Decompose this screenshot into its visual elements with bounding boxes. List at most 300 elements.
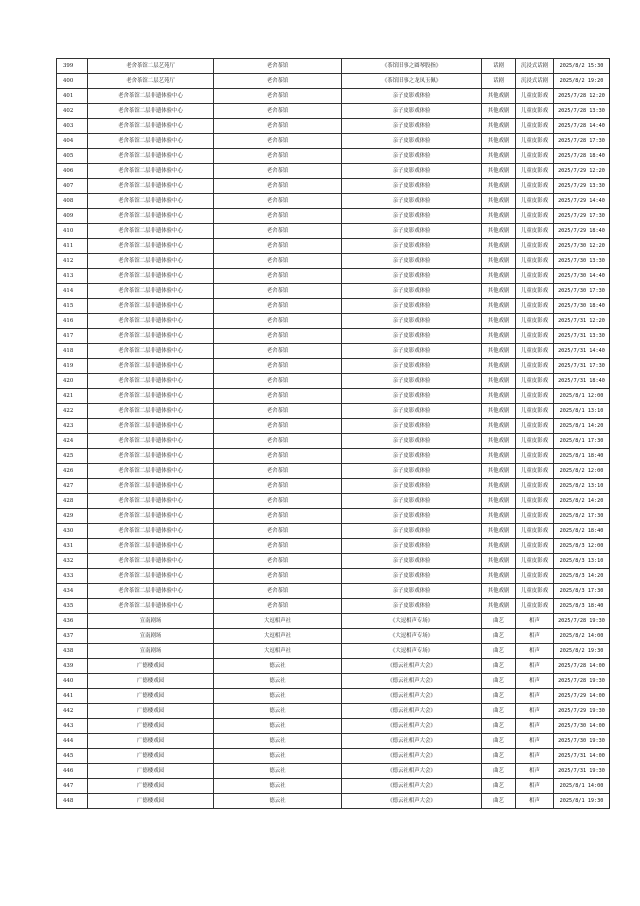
- venue-cell: 老舍茶馆二层非遗体验中心: [88, 254, 214, 269]
- showtime-cell: 2025/8/1 14:20: [554, 419, 610, 434]
- genre-cell: 儿童皮影戏: [516, 419, 554, 434]
- genre-cell: 儿童皮影戏: [516, 599, 554, 614]
- table-row: [57, 479, 610, 494]
- genre-cell: 儿童皮影戏: [516, 449, 554, 464]
- organizer-cell: 德云社: [214, 689, 342, 704]
- organizer-cell: 德云社: [214, 794, 342, 809]
- program-cell: 亲子皮影戏体验: [342, 569, 482, 584]
- venue-cell: 老舍茶馆二层艺苑厅: [88, 74, 214, 89]
- venue-cell: 老舍茶馆二层非遗体验中心: [88, 194, 214, 209]
- row-number: 437: [57, 629, 88, 644]
- row-number: 433: [57, 569, 88, 584]
- category-cell: 其他戏剧: [482, 494, 516, 509]
- table-row: [57, 704, 610, 719]
- program-cell: 亲子皮影戏体验: [342, 269, 482, 284]
- program-cell: 亲子皮影戏体验: [342, 524, 482, 539]
- genre-cell: 儿童皮影戏: [516, 119, 554, 134]
- organizer-cell: 老舍茶馆: [214, 479, 342, 494]
- genre-cell: 儿童皮影戏: [516, 569, 554, 584]
- genre-cell: 相声: [516, 674, 554, 689]
- showtime-cell: 2025/7/29 14:00: [554, 689, 610, 704]
- genre-cell: 相声: [516, 779, 554, 794]
- category-cell: 曲艺: [482, 674, 516, 689]
- showtime-cell: 2025/7/28 19:30: [554, 674, 610, 689]
- genre-cell: 儿童皮影戏: [516, 374, 554, 389]
- venue-cell: 老舍茶馆二层非遗体验中心: [88, 119, 214, 134]
- organizer-cell: 老舍茶馆: [214, 389, 342, 404]
- row-number: 400: [57, 74, 88, 89]
- genre-cell: 相声: [516, 794, 554, 809]
- venue-cell: 老舍茶馆二层非遗体验中心: [88, 359, 214, 374]
- program-cell: 《德云社相声大会》: [342, 764, 482, 779]
- genre-cell: 儿童皮影戏: [516, 554, 554, 569]
- row-number: 431: [57, 539, 88, 554]
- venue-cell: 广德楼戏园: [88, 749, 214, 764]
- program-cell: 《德云社相声大会》: [342, 704, 482, 719]
- program-cell: 亲子皮影戏体验: [342, 329, 482, 344]
- organizer-cell: 老舍茶馆: [214, 134, 342, 149]
- program-cell: 《德云社相声大会》: [342, 794, 482, 809]
- venue-cell: 老舍茶馆二层非遗体验中心: [88, 164, 214, 179]
- venue-cell: 老舍茶馆二层非遗体验中心: [88, 299, 214, 314]
- row-number: 413: [57, 269, 88, 284]
- table-row: [57, 749, 610, 764]
- table-row: [57, 434, 610, 449]
- category-cell: 其他戏剧: [482, 449, 516, 464]
- table-row: [57, 284, 610, 299]
- venue-cell: 老舍茶馆二层非遗体验中心: [88, 89, 214, 104]
- organizer-cell: 老舍茶馆: [214, 104, 342, 119]
- organizer-cell: 老舍茶馆: [214, 569, 342, 584]
- genre-cell: 儿童皮影戏: [516, 209, 554, 224]
- table-row: [57, 134, 610, 149]
- genre-cell: 儿童皮影戏: [516, 434, 554, 449]
- table-row: [57, 359, 610, 374]
- genre-cell: 相声: [516, 719, 554, 734]
- row-number: 415: [57, 299, 88, 314]
- organizer-cell: 老舍茶馆: [214, 119, 342, 134]
- genre-cell: 儿童皮影戏: [516, 254, 554, 269]
- showtime-cell: 2025/8/2 19:20: [554, 74, 610, 89]
- table-row: [57, 119, 610, 134]
- genre-cell: 相声: [516, 629, 554, 644]
- showtime-cell: 2025/7/31 14:40: [554, 344, 610, 359]
- row-number: 414: [57, 284, 88, 299]
- organizer-cell: 老舍茶馆: [214, 59, 342, 74]
- organizer-cell: 老舍茶馆: [214, 74, 342, 89]
- program-cell: 亲子皮影戏体验: [342, 389, 482, 404]
- category-cell: 其他戏剧: [482, 344, 516, 359]
- category-cell: 曲艺: [482, 719, 516, 734]
- organizer-cell: 老舍茶馆: [214, 404, 342, 419]
- genre-cell: 沉浸式话剧: [516, 59, 554, 74]
- venue-cell: 老舍茶馆二层非遗体验中心: [88, 224, 214, 239]
- organizer-cell: 老舍茶馆: [214, 284, 342, 299]
- organizer-cell: 老舍茶馆: [214, 164, 342, 179]
- program-cell: 亲子皮影戏体验: [342, 479, 482, 494]
- program-cell: 亲子皮影戏体验: [342, 404, 482, 419]
- genre-cell: 相声: [516, 659, 554, 674]
- venue-cell: 广德楼戏园: [88, 704, 214, 719]
- table-row: [57, 269, 610, 284]
- row-number: 401: [57, 89, 88, 104]
- row-number: 441: [57, 689, 88, 704]
- table-row: [57, 374, 610, 389]
- category-cell: 其他戏剧: [482, 314, 516, 329]
- category-cell: 其他戏剧: [482, 269, 516, 284]
- organizer-cell: 老舍茶馆: [214, 449, 342, 464]
- category-cell: 其他戏剧: [482, 539, 516, 554]
- row-number: 436: [57, 614, 88, 629]
- venue-cell: 老舍茶馆二层非遗体验中心: [88, 284, 214, 299]
- program-cell: 亲子皮影戏体验: [342, 584, 482, 599]
- program-cell: 亲子皮影戏体验: [342, 509, 482, 524]
- showtime-cell: 2025/7/31 19:30: [554, 764, 610, 779]
- program-cell: 亲子皮影戏体验: [342, 494, 482, 509]
- category-cell: 其他戏剧: [482, 164, 516, 179]
- venue-cell: 老舍茶馆二层艺苑厅: [88, 59, 214, 74]
- table-row: [57, 659, 610, 674]
- organizer-cell: 德云社: [214, 734, 342, 749]
- venue-cell: 老舍茶馆二层非遗体验中心: [88, 419, 214, 434]
- category-cell: 其他戏剧: [482, 224, 516, 239]
- organizer-cell: 老舍茶馆: [214, 464, 342, 479]
- genre-cell: 儿童皮影戏: [516, 494, 554, 509]
- category-cell: 其他戏剧: [482, 89, 516, 104]
- organizer-cell: 老舍茶馆: [214, 374, 342, 389]
- category-cell: 其他戏剧: [482, 299, 516, 314]
- venue-cell: 广德楼戏园: [88, 779, 214, 794]
- showtime-cell: 2025/8/1 14:00: [554, 779, 610, 794]
- table-row: [57, 329, 610, 344]
- showtime-cell: 2025/8/3 18:40: [554, 599, 610, 614]
- program-cell: 《德云社相声大会》: [342, 779, 482, 794]
- venue-cell: 老舍茶馆二层非遗体验中心: [88, 389, 214, 404]
- venue-cell: 老舍茶馆二层非遗体验中心: [88, 209, 214, 224]
- row-number: 429: [57, 509, 88, 524]
- organizer-cell: 大逗相声社: [214, 629, 342, 644]
- category-cell: 其他戏剧: [482, 569, 516, 584]
- genre-cell: 相声: [516, 704, 554, 719]
- program-cell: 《茶馆旧事之龙凤玉佩》: [342, 74, 482, 89]
- table-row: [57, 299, 610, 314]
- program-cell: 《德云社相声大会》: [342, 674, 482, 689]
- table-row: [57, 524, 610, 539]
- program-cell: 亲子皮影戏体验: [342, 224, 482, 239]
- showtime-cell: 2025/7/30 12:20: [554, 239, 610, 254]
- organizer-cell: 大逗相声社: [214, 614, 342, 629]
- program-cell: 亲子皮影戏体验: [342, 239, 482, 254]
- organizer-cell: 老舍茶馆: [214, 89, 342, 104]
- table-row: [57, 224, 610, 239]
- program-cell: 《大逗相声专场》: [342, 644, 482, 659]
- genre-cell: 儿童皮影戏: [516, 389, 554, 404]
- row-number: 423: [57, 419, 88, 434]
- table-row: [57, 59, 610, 74]
- category-cell: 其他戏剧: [482, 464, 516, 479]
- genre-cell: 相声: [516, 749, 554, 764]
- venue-cell: 老舍茶馆二层非遗体验中心: [88, 329, 214, 344]
- organizer-cell: 老舍茶馆: [214, 179, 342, 194]
- row-number: 425: [57, 449, 88, 464]
- table-row: [57, 569, 610, 584]
- organizer-cell: 德云社: [214, 719, 342, 734]
- table-row: [57, 734, 610, 749]
- table-row: [57, 494, 610, 509]
- row-number: 412: [57, 254, 88, 269]
- row-number: 418: [57, 344, 88, 359]
- organizer-cell: 德云社: [214, 704, 342, 719]
- category-cell: 其他戏剧: [482, 359, 516, 374]
- row-number: 439: [57, 659, 88, 674]
- schedule-table-body: [57, 59, 610, 809]
- showtime-cell: 2025/7/28 13:30: [554, 104, 610, 119]
- venue-cell: 广德楼戏园: [88, 659, 214, 674]
- genre-cell: 儿童皮影戏: [516, 284, 554, 299]
- program-cell: 亲子皮影戏体验: [342, 374, 482, 389]
- venue-cell: 老舍茶馆二层非遗体验中心: [88, 134, 214, 149]
- genre-cell: 儿童皮影戏: [516, 164, 554, 179]
- showtime-cell: 2025/8/2 14:00: [554, 629, 610, 644]
- showtime-cell: 2025/7/31 18:40: [554, 374, 610, 389]
- showtime-cell: 2025/7/30 17:30: [554, 284, 610, 299]
- organizer-cell: 老舍茶馆: [214, 194, 342, 209]
- program-cell: 《德云社相声大会》: [342, 689, 482, 704]
- venue-cell: 老舍茶馆二层非遗体验中心: [88, 584, 214, 599]
- row-number: 446: [57, 764, 88, 779]
- table-row: [57, 644, 610, 659]
- category-cell: 曲艺: [482, 779, 516, 794]
- showtime-cell: 2025/7/30 14:00: [554, 719, 610, 734]
- genre-cell: 儿童皮影戏: [516, 524, 554, 539]
- genre-cell: 儿童皮影戏: [516, 269, 554, 284]
- showtime-cell: 2025/7/28 18:40: [554, 149, 610, 164]
- organizer-cell: 德云社: [214, 764, 342, 779]
- venue-cell: 宣南剧场: [88, 644, 214, 659]
- row-number: 438: [57, 644, 88, 659]
- program-cell: 亲子皮影戏体验: [342, 134, 482, 149]
- showtime-cell: 2025/8/2 13:10: [554, 479, 610, 494]
- organizer-cell: 老舍茶馆: [214, 239, 342, 254]
- program-cell: 《大逗相声专场》: [342, 629, 482, 644]
- table-row: [57, 554, 610, 569]
- row-number: 420: [57, 374, 88, 389]
- venue-cell: 广德楼戏园: [88, 674, 214, 689]
- venue-cell: 老舍茶馆二层非遗体验中心: [88, 554, 214, 569]
- category-cell: 其他戏剧: [482, 374, 516, 389]
- category-cell: 其他戏剧: [482, 179, 516, 194]
- row-number: 442: [57, 704, 88, 719]
- row-number: 404: [57, 134, 88, 149]
- genre-cell: 儿童皮影戏: [516, 89, 554, 104]
- row-number: 409: [57, 209, 88, 224]
- program-cell: 亲子皮影戏体验: [342, 419, 482, 434]
- category-cell: 其他戏剧: [482, 479, 516, 494]
- showtime-cell: 2025/7/29 19:30: [554, 704, 610, 719]
- showtime-cell: 2025/8/1 12:00: [554, 389, 610, 404]
- category-cell: 其他戏剧: [482, 149, 516, 164]
- category-cell: 曲艺: [482, 614, 516, 629]
- table-row: [57, 794, 610, 809]
- row-number: 428: [57, 494, 88, 509]
- showtime-cell: 2025/8/1 13:10: [554, 404, 610, 419]
- category-cell: 话剧: [482, 59, 516, 74]
- program-cell: 亲子皮影戏体验: [342, 254, 482, 269]
- table-row: [57, 689, 610, 704]
- showtime-cell: 2025/7/29 13:30: [554, 179, 610, 194]
- organizer-cell: 老舍茶馆: [214, 524, 342, 539]
- row-number: 435: [57, 599, 88, 614]
- showtime-cell: 2025/7/28 19:30: [554, 614, 610, 629]
- table-row: [57, 674, 610, 689]
- organizer-cell: 老舍茶馆: [214, 314, 342, 329]
- showtime-cell: 2025/8/2 14:20: [554, 494, 610, 509]
- table-row: [57, 779, 610, 794]
- showtime-cell: 2025/8/3 14:20: [554, 569, 610, 584]
- genre-cell: 儿童皮影戏: [516, 179, 554, 194]
- category-cell: 其他戏剧: [482, 194, 516, 209]
- genre-cell: 儿童皮影戏: [516, 314, 554, 329]
- showtime-cell: 2025/7/31 17:30: [554, 359, 610, 374]
- showtime-cell: 2025/7/30 13:30: [554, 254, 610, 269]
- table-row: [57, 89, 610, 104]
- venue-cell: 老舍茶馆二层非遗体验中心: [88, 599, 214, 614]
- showtime-cell: 2025/7/31 13:30: [554, 329, 610, 344]
- venue-cell: 老舍茶馆二层非遗体验中心: [88, 239, 214, 254]
- genre-cell: 儿童皮影戏: [516, 509, 554, 524]
- program-cell: 《茶馆旧事之圆琴股指》: [342, 59, 482, 74]
- table-row: [57, 719, 610, 734]
- venue-cell: 老舍茶馆二层非遗体验中心: [88, 374, 214, 389]
- program-cell: 亲子皮影戏体验: [342, 299, 482, 314]
- genre-cell: 儿童皮影戏: [516, 149, 554, 164]
- organizer-cell: 老舍茶馆: [214, 344, 342, 359]
- category-cell: 曲艺: [482, 794, 516, 809]
- organizer-cell: 老舍茶馆: [214, 539, 342, 554]
- organizer-cell: 老舍茶馆: [214, 149, 342, 164]
- category-cell: 其他戏剧: [482, 104, 516, 119]
- category-cell: 其他戏剧: [482, 134, 516, 149]
- table-row: [57, 74, 610, 89]
- table-row: [57, 464, 610, 479]
- table-row: [57, 614, 610, 629]
- table-row: [57, 104, 610, 119]
- genre-cell: 儿童皮影戏: [516, 134, 554, 149]
- category-cell: 其他戏剧: [482, 209, 516, 224]
- genre-cell: 儿童皮影戏: [516, 104, 554, 119]
- showtime-cell: 2025/8/2 18:40: [554, 524, 610, 539]
- row-number: 448: [57, 794, 88, 809]
- table-row: [57, 239, 610, 254]
- venue-cell: 老舍茶馆二层非遗体验中心: [88, 524, 214, 539]
- organizer-cell: 老舍茶馆: [214, 269, 342, 284]
- table-row: [57, 509, 610, 524]
- program-cell: 亲子皮影戏体验: [342, 89, 482, 104]
- showtime-cell: 2025/8/2 12:00: [554, 464, 610, 479]
- program-cell: 亲子皮影戏体验: [342, 179, 482, 194]
- venue-cell: 老舍茶馆二层非遗体验中心: [88, 314, 214, 329]
- organizer-cell: 老舍茶馆: [214, 254, 342, 269]
- table-row: [57, 314, 610, 329]
- category-cell: 话剧: [482, 74, 516, 89]
- program-cell: 亲子皮影戏体验: [342, 209, 482, 224]
- row-number: 405: [57, 149, 88, 164]
- showtime-cell: 2025/7/31 12:20: [554, 314, 610, 329]
- showtime-cell: 2025/8/1 17:30: [554, 434, 610, 449]
- genre-cell: 相声: [516, 614, 554, 629]
- venue-cell: 广德楼戏园: [88, 794, 214, 809]
- organizer-cell: 老舍茶馆: [214, 299, 342, 314]
- genre-cell: 儿童皮影戏: [516, 194, 554, 209]
- organizer-cell: 老舍茶馆: [214, 224, 342, 239]
- category-cell: 曲艺: [482, 659, 516, 674]
- row-number: 444: [57, 734, 88, 749]
- table-row: [57, 449, 610, 464]
- program-cell: 亲子皮影戏体验: [342, 104, 482, 119]
- row-number: 399: [57, 59, 88, 74]
- program-cell: 亲子皮影戏体验: [342, 539, 482, 554]
- organizer-cell: 大逗相声社: [214, 644, 342, 659]
- table-row: [57, 179, 610, 194]
- program-cell: 《大逗相声专场》: [342, 614, 482, 629]
- row-number: 443: [57, 719, 88, 734]
- category-cell: 其他戏剧: [482, 404, 516, 419]
- table-row: [57, 764, 610, 779]
- genre-cell: 儿童皮影戏: [516, 464, 554, 479]
- venue-cell: 老舍茶馆二层非遗体验中心: [88, 269, 214, 284]
- venue-cell: 广德楼戏园: [88, 689, 214, 704]
- showtime-cell: 2025/7/29 14:40: [554, 194, 610, 209]
- showtime-cell: 2025/8/1 19:30: [554, 794, 610, 809]
- showtime-cell: 2025/7/28 14:40: [554, 119, 610, 134]
- program-cell: 《德云社相声大会》: [342, 659, 482, 674]
- genre-cell: 儿童皮影戏: [516, 404, 554, 419]
- category-cell: 曲艺: [482, 644, 516, 659]
- organizer-cell: 德云社: [214, 674, 342, 689]
- table-row: [57, 389, 610, 404]
- genre-cell: 相声: [516, 734, 554, 749]
- showtime-cell: 2025/7/29 18:40: [554, 224, 610, 239]
- table-row: [57, 419, 610, 434]
- venue-cell: 老舍茶馆二层非遗体验中心: [88, 104, 214, 119]
- table-row: [57, 539, 610, 554]
- category-cell: 其他戏剧: [482, 599, 516, 614]
- category-cell: 曲艺: [482, 704, 516, 719]
- program-cell: 亲子皮影戏体验: [342, 314, 482, 329]
- category-cell: 其他戏剧: [482, 509, 516, 524]
- organizer-cell: 老舍茶馆: [214, 494, 342, 509]
- table-row: [57, 344, 610, 359]
- program-cell: 亲子皮影戏体验: [342, 449, 482, 464]
- genre-cell: 相声: [516, 644, 554, 659]
- table-row: [57, 404, 610, 419]
- table-row: [57, 164, 610, 179]
- showtime-cell: 2025/8/2 17:30: [554, 509, 610, 524]
- table-row: [57, 629, 610, 644]
- category-cell: 其他戏剧: [482, 389, 516, 404]
- genre-cell: 儿童皮影戏: [516, 224, 554, 239]
- showtime-cell: 2025/7/28 14:00: [554, 659, 610, 674]
- venue-cell: 广德楼戏园: [88, 764, 214, 779]
- genre-cell: 儿童皮影戏: [516, 584, 554, 599]
- showtime-cell: 2025/7/30 14:40: [554, 269, 610, 284]
- showtime-cell: 2025/7/28 12:20: [554, 89, 610, 104]
- category-cell: 其他戏剧: [482, 584, 516, 599]
- row-number: 440: [57, 674, 88, 689]
- venue-cell: 老舍茶馆二层非遗体验中心: [88, 464, 214, 479]
- venue-cell: 老舍茶馆二层非遗体验中心: [88, 179, 214, 194]
- category-cell: 曲艺: [482, 689, 516, 704]
